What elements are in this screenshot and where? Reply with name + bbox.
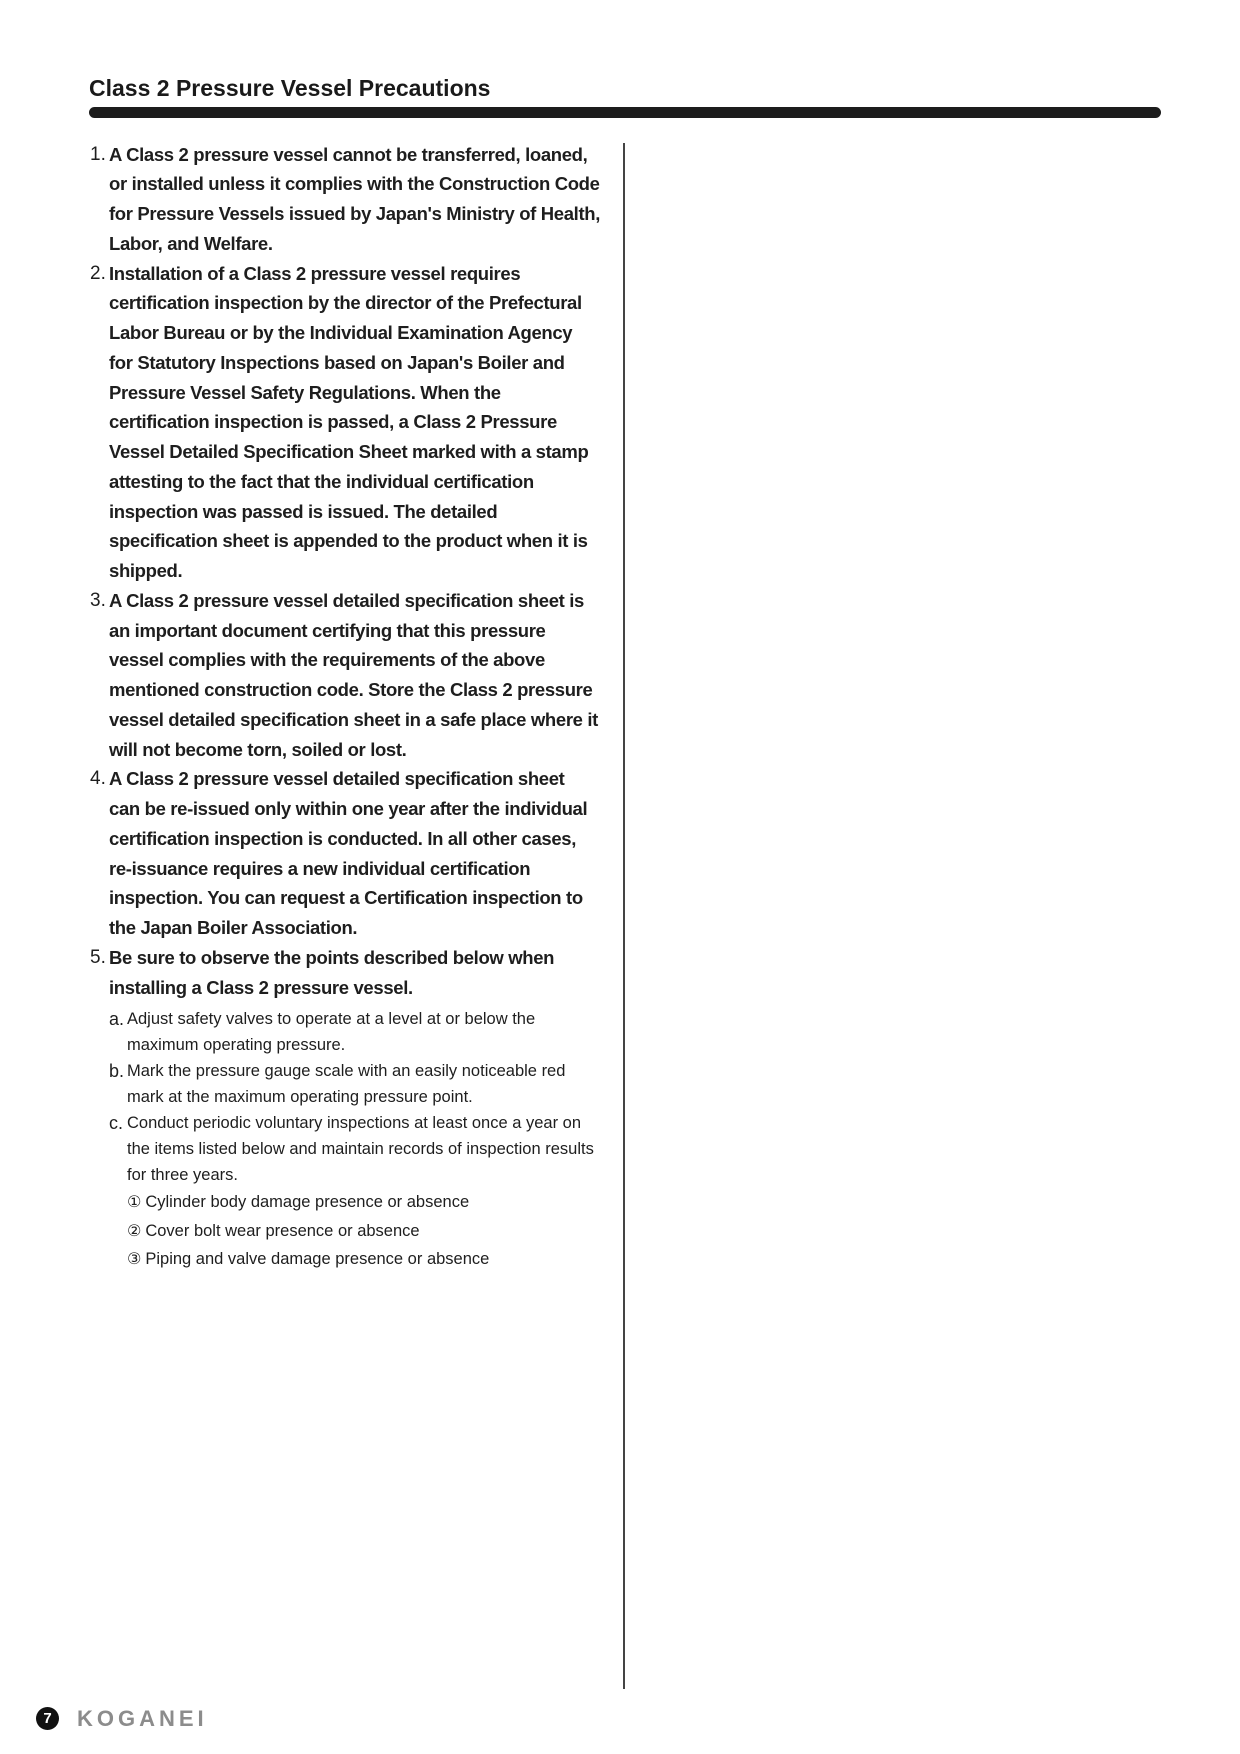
- check-text: Cover bolt wear presence or absence: [145, 1221, 420, 1240]
- precaution-item-2: [90, 259, 615, 586]
- item-text-line: certification inspection is passed, a Class 2 Pressure: [109, 411, 557, 433]
- item-text-line: installing a Class 2 pressure vessel.: [109, 976, 413, 998]
- item-text-line: Labor Bureau or by the Individual Examination Agency: [109, 322, 573, 343]
- item-text-line: A Class 2 pressure vessel cannot be transferred, loaned,: [109, 143, 588, 165]
- item-text-line: for Pressure Vessels issued by Japan's Ministry of Health,: [109, 203, 600, 224]
- item-text-line: attesting to the fact that the individual certification: [109, 470, 534, 492]
- item-text-line: Vessel Detailed Specification Sheet marked with a stamp: [109, 441, 589, 462]
- precautions-list: [90, 140, 615, 1274]
- check-marker: ③: [127, 1249, 142, 1269]
- item-text-line: Be sure to observe the points described below when: [109, 946, 555, 968]
- check-item: [127, 1188, 615, 1217]
- precaution-item-5: [90, 943, 615, 1274]
- check-text: Cylinder body damage presence or absence: [145, 1193, 470, 1212]
- item-text-line: shipped.: [109, 560, 183, 581]
- installation-points-list: [109, 1006, 615, 1274]
- subitem-label: a.: [109, 1009, 125, 1030]
- precaution-item-3: [90, 586, 615, 765]
- subitem-text-line: for three years.: [127, 1166, 238, 1185]
- item-text-line: for Statutory Inspections based on Japan's Boiler and: [109, 351, 565, 373]
- check-item: [127, 1217, 615, 1246]
- page-title: Class 2 Pressure Vessel Precautions: [89, 75, 491, 101]
- subitem-text-line: Adjust safety valves to operate at a level at or below the: [127, 1010, 536, 1029]
- check-item: [127, 1245, 615, 1274]
- subitem-text-line: maximum operating pressure.: [127, 1036, 346, 1055]
- item-text-line: vessel detailed specification sheet in a safe place where it: [109, 708, 598, 730]
- koganei-logo: KOGANEI: [77, 1706, 208, 1731]
- subitem-b: [109, 1058, 615, 1110]
- item-text-line: re-issuance requires a new individual certification: [109, 857, 531, 879]
- check-marker: ①: [127, 1192, 142, 1212]
- title-rule: [89, 107, 1161, 118]
- subitem-c: [109, 1110, 615, 1274]
- item-text-line: can be re-issued only within one year after the individual: [109, 798, 588, 819]
- item-text-line: will not become torn, soiled or lost.: [109, 738, 407, 760]
- item-number: 2.: [90, 262, 106, 284]
- subitem-text-line: Mark the pressure gauge scale with an easily noticeable red: [127, 1062, 566, 1081]
- item-text-line: specification sheet is appended to the product when it is: [109, 530, 588, 552]
- item-text-line: inspection was passed is issued. The detailed: [109, 500, 498, 522]
- item-text-line: Labor, and Welfare.: [109, 232, 273, 254]
- subitem-text-line: the items listed below and maintain records of inspection results: [127, 1140, 594, 1159]
- item-text-line: an important document certifying that this pressure: [109, 619, 546, 641]
- item-text-line: mentioned construction code. Store the Class 2 pressure: [109, 679, 593, 700]
- subitem-text-line: Conduct periodic voluntary inspections at least once a year on: [127, 1114, 582, 1133]
- check-marker: ②: [127, 1220, 142, 1240]
- item-text-line: certification inspection is conducted. In all other cases,: [109, 827, 576, 849]
- subitem-label: c.: [109, 1113, 124, 1134]
- item-number: 1.: [90, 143, 106, 165]
- item-text-line: or installed unless it complies with the Construction Code: [109, 173, 600, 195]
- page-number-badge: 7: [36, 1707, 59, 1730]
- item-number: 4.: [90, 768, 106, 790]
- subitem-label: b.: [109, 1061, 125, 1082]
- item-text-line: inspection. You can request a Certification inspection to: [109, 887, 583, 909]
- check-text: Piping and valve damage presence or absence: [145, 1250, 490, 1269]
- precaution-item-4: [90, 764, 615, 943]
- item-text-line: vessel complies with the requirements of the above: [109, 649, 545, 671]
- item-text-line: certification inspection by the director of the Prefectural: [109, 292, 582, 314]
- subitem-a: [109, 1006, 615, 1058]
- item-number: 3.: [90, 589, 106, 611]
- item-text-line: Pressure Vessel Safety Regulations. When the: [109, 381, 501, 403]
- precaution-item-1: [90, 140, 615, 259]
- subitem-text-line: mark at the maximum operating pressure point.: [127, 1088, 473, 1107]
- item-text-line: A Class 2 pressure vessel detailed specification sheet is: [109, 589, 584, 611]
- item-text-line: A Class 2 pressure vessel detailed specification sheet: [109, 768, 565, 790]
- item-text-line: the Japan Boiler Association.: [109, 917, 358, 938]
- item-text-line: Installation of a Class 2 pressure vessel requires: [109, 262, 521, 284]
- item-number: 5.: [90, 946, 106, 968]
- column-divider: [623, 143, 625, 1689]
